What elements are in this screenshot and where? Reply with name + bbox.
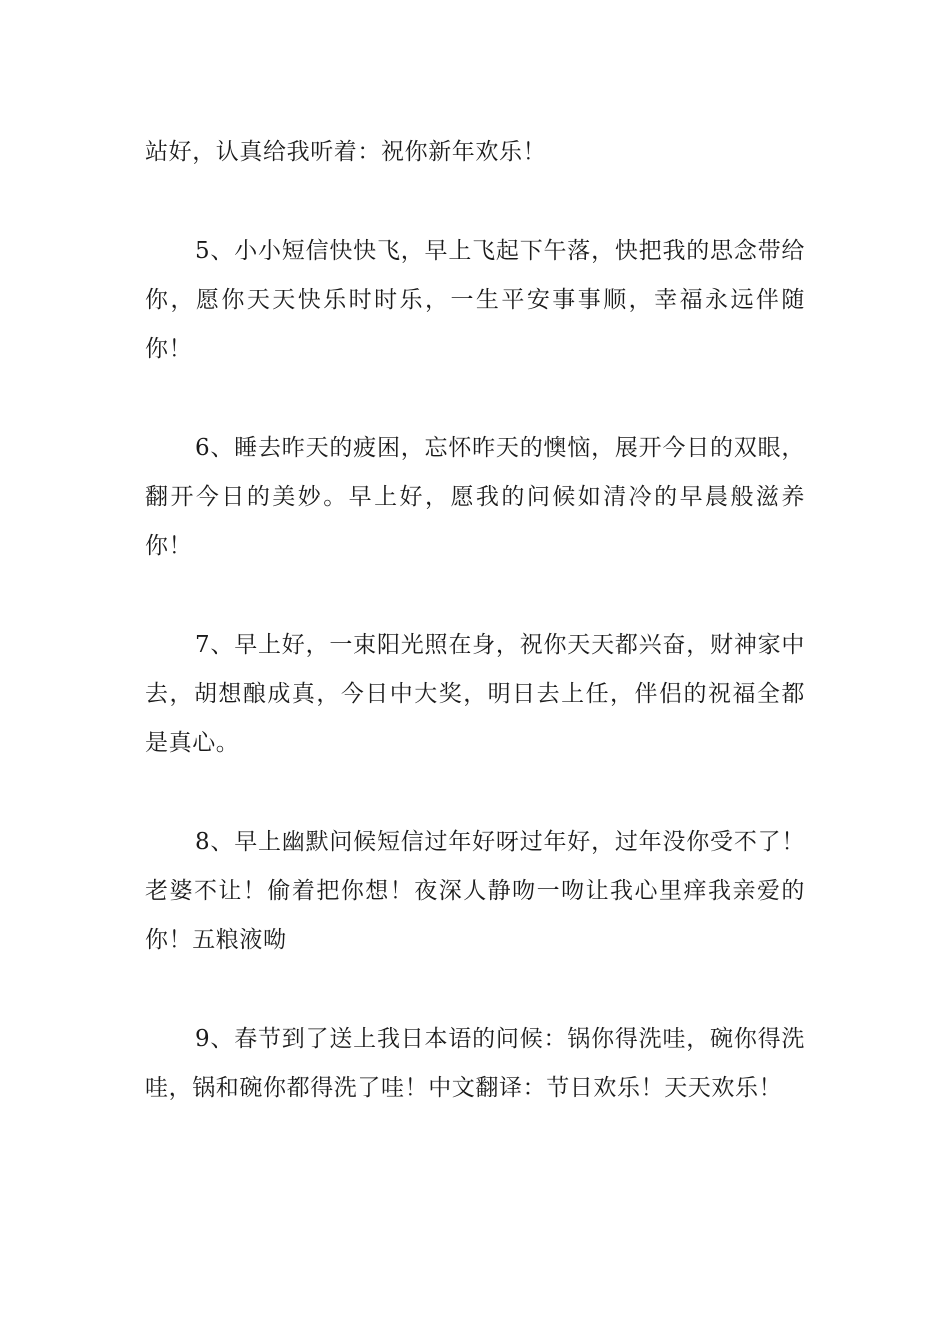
paragraph-item-5: 5、小小短信快快飞，早上飞起下午落，快把我的思念带给你，愿你天天快乐时时乐，一生平安事事顺，幸福永远伴随你！ <box>145 238 805 362</box>
paragraph-item-9: 9、春节到了送上我日本语的问候：锅你得洗哇，碗你得洗哇，锅和碗你都得洗了哇！中文翻译：节日欢乐！天天欢乐！ <box>145 1026 805 1101</box>
paragraph-item-7: 7、早上好，一束阳光照在身，祝你天天都兴奋，财神家中去，胡想酿成真，今日中大奖，明日去上任，伴侣的祝福全都是真心。 <box>145 632 805 756</box>
paragraph-gap <box>145 768 805 818</box>
document-page <box>145 128 805 1113</box>
paragraph-gap <box>145 571 805 621</box>
paragraph-gap <box>145 965 805 1015</box>
paragraph-gap <box>145 374 805 424</box>
paragraph-continuation: 站好，认真给我听着：祝你新年欢乐！ <box>145 139 547 165</box>
paragraph-item-8: 8、早上幽默问候短信过年好呀过年好，过年没你受不了！老婆不让！偷着把你想！夜深人静吻一吻让我心里痒我亲爱的你！五粮液呦 <box>145 829 805 953</box>
paragraph-gap <box>145 177 805 227</box>
paragraph-item-6: 6、睡去昨天的疲困，忘怀昨天的懊恼，展开今日的双眼，翻开今日的美妙。早上好，愿我的问候如清冷的早晨般滋养你！ <box>145 435 805 559</box>
